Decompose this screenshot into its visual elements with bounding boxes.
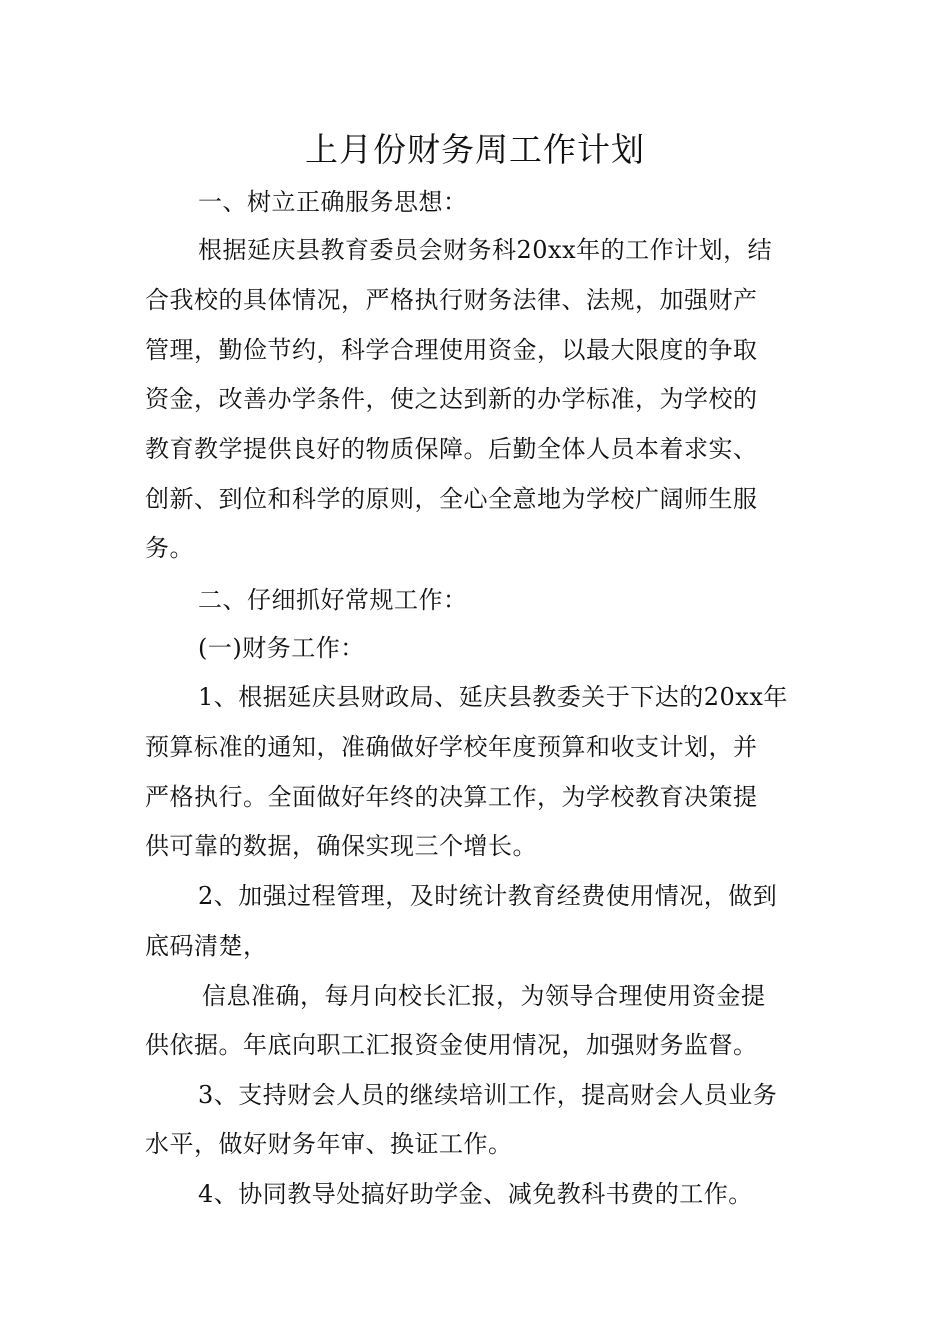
paragraph-line: 根据延庆县教育委员会财务科20xx年的工作计划，结	[198, 236, 773, 264]
paragraph-line: 教育教学提供良好的物质保障。后勤全体人员本着求实、	[145, 435, 758, 463]
paragraph-line: 2、加强过程管理，及时统计教育经费使用情况，做到	[198, 882, 778, 910]
paragraph-line: 资金，改善办学条件，使之达到新的办学标准，为学校的	[145, 385, 758, 413]
paragraph-line: 供可靠的数据，确保实现三个增长。	[145, 832, 537, 860]
paragraph-line: 严格执行。全面做好年终的决算工作，为学校教育决策提	[145, 783, 758, 811]
paragraph-line: 底码清楚，	[145, 932, 268, 960]
paragraph-line: 供依据。年底向职工汇报资金使用情况，加强财务监督。	[145, 1031, 758, 1059]
paragraph-line: 创新、到位和科学的原则，全心全意地为学校广阔师生服	[145, 485, 758, 513]
paragraph-line: 管理，勤俭节约，科学合理使用资金，以最大限度的争取	[145, 336, 758, 364]
paragraph-line: 1、根据延庆县财政局、延庆县教委关于下达的20xx年	[198, 683, 788, 711]
paragraph-line: 预算标准的通知，准确做好学校年度预算和收支计划，并	[145, 733, 758, 761]
paragraph-line: 4、协同教导处搞好助学金、减免教科书费的工作。	[198, 1180, 753, 1208]
paragraph-line: 信息准确，每月向校长汇报，为领导合理使用资金提	[202, 982, 766, 1010]
paragraph-line: 合我校的具体情况，严格执行财务法律、法规，加强财产	[145, 286, 758, 314]
subsection-heading: (一)财务工作：	[198, 634, 365, 662]
paragraph-line: 3、支持财会人员的继续培训工作，提高财会人员业务	[198, 1081, 778, 1109]
paragraph-line: 务。	[145, 534, 194, 562]
paragraph-line: 水平，做好财务年审、换证工作。	[145, 1130, 513, 1158]
document-title: 上月份财务周工作计划	[305, 130, 645, 169]
section-heading-1: 一、树立正确服务思想：	[198, 188, 468, 216]
section-heading-2: 二、仔细抓好常规工作：	[198, 586, 468, 614]
